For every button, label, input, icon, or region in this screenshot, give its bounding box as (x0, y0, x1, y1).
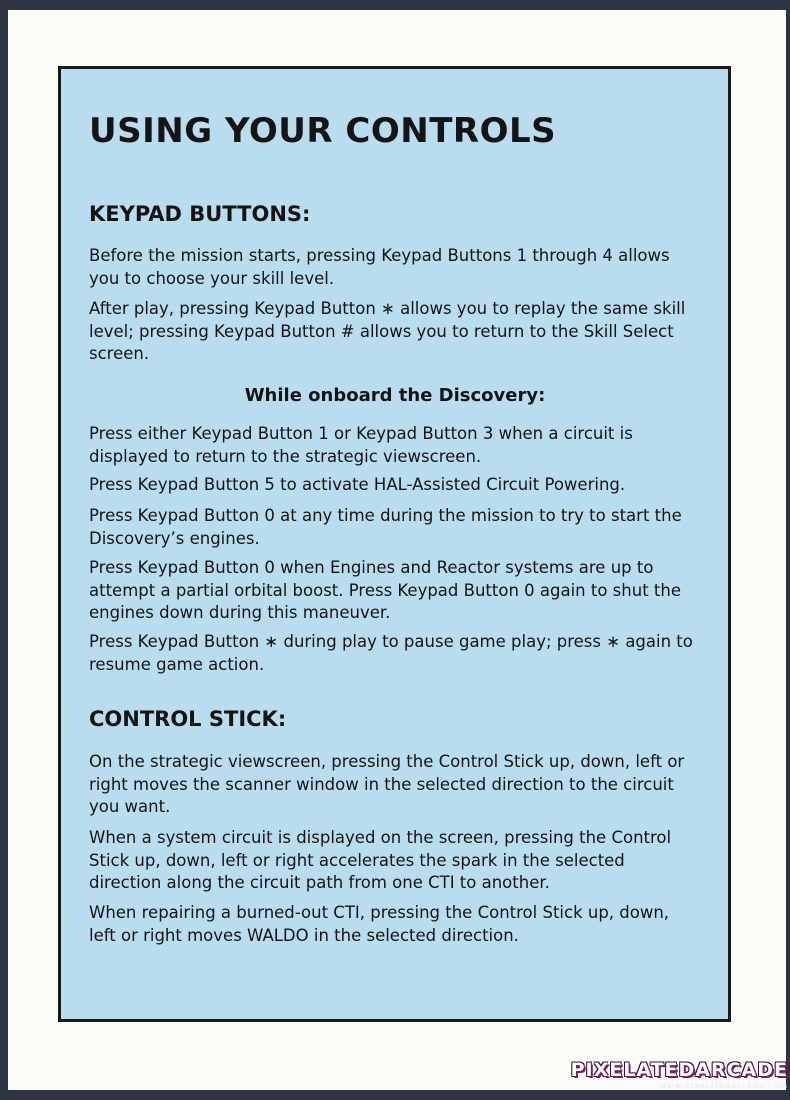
controls-panel (58, 66, 731, 1022)
keypad-intro-paragraph: After play, pressing Keypad Button ∗ allows you to replay the same skill level; pressing Keypad Button # allows you to return to the Skill Select screen. (89, 299, 686, 363)
manual-page (8, 10, 786, 1090)
onboard-paragraph: Press Keypad Button ∗ during play to pause game play; press ∗ again to resume game action. (89, 632, 693, 674)
control-stick-heading: CONTROL STICK: (89, 707, 287, 731)
keypad-intro-paragraph: Before the mission starts, pressing Keypad Buttons 1 through 4 allows you to choose your skill level. (89, 246, 670, 288)
keypad-heading: KEYPAD BUTTONS: (89, 202, 311, 226)
page-title: USING YOUR CONTROLS (89, 111, 557, 151)
watermark-logo-text: PIXELATEDARCADE (570, 1059, 788, 1081)
control-stick-paragraph: On the strategic viewscreen, pressing the Control Stick up, down, left or right moves the scanner window in the selected direction to the circuit you want. (89, 752, 685, 816)
watermark-logo (571, 1059, 788, 1090)
control-stick-paragraph: When a system circuit is displayed on the screen, pressing the Control Stick up, down, left or right accelerates the spark in the selected direction along the circuit path from one CTI to another. (89, 828, 672, 892)
onboard-paragraph: Press Keypad Button 5 to activate HAL-Assisted Circuit Powering. (89, 475, 626, 494)
watermark-url: www.pixelatedarcade.com (659, 1081, 788, 1090)
control-stick-paragraph: When repairing a burned-out CTI, pressing the Control Stick up, down, left or right moves WALDO in the selected direction. (89, 903, 670, 945)
onboard-paragraph: Press either Keypad Button 1 or Keypad Button 3 when a circuit is displayed to return to the strategic viewscreen. (89, 424, 633, 466)
onboard-subheading: While onboard the Discovery: (244, 385, 546, 406)
onboard-paragraph: Press Keypad Button 0 when Engines and Reactor systems are up to attempt a partial orbital boost. Press Keypad Button 0 again to shut the engines down during this maneuver. (89, 558, 681, 622)
onboard-paragraph: Press Keypad Button 0 at any time during the mission to try to start the Discovery’s engines. (89, 506, 682, 548)
